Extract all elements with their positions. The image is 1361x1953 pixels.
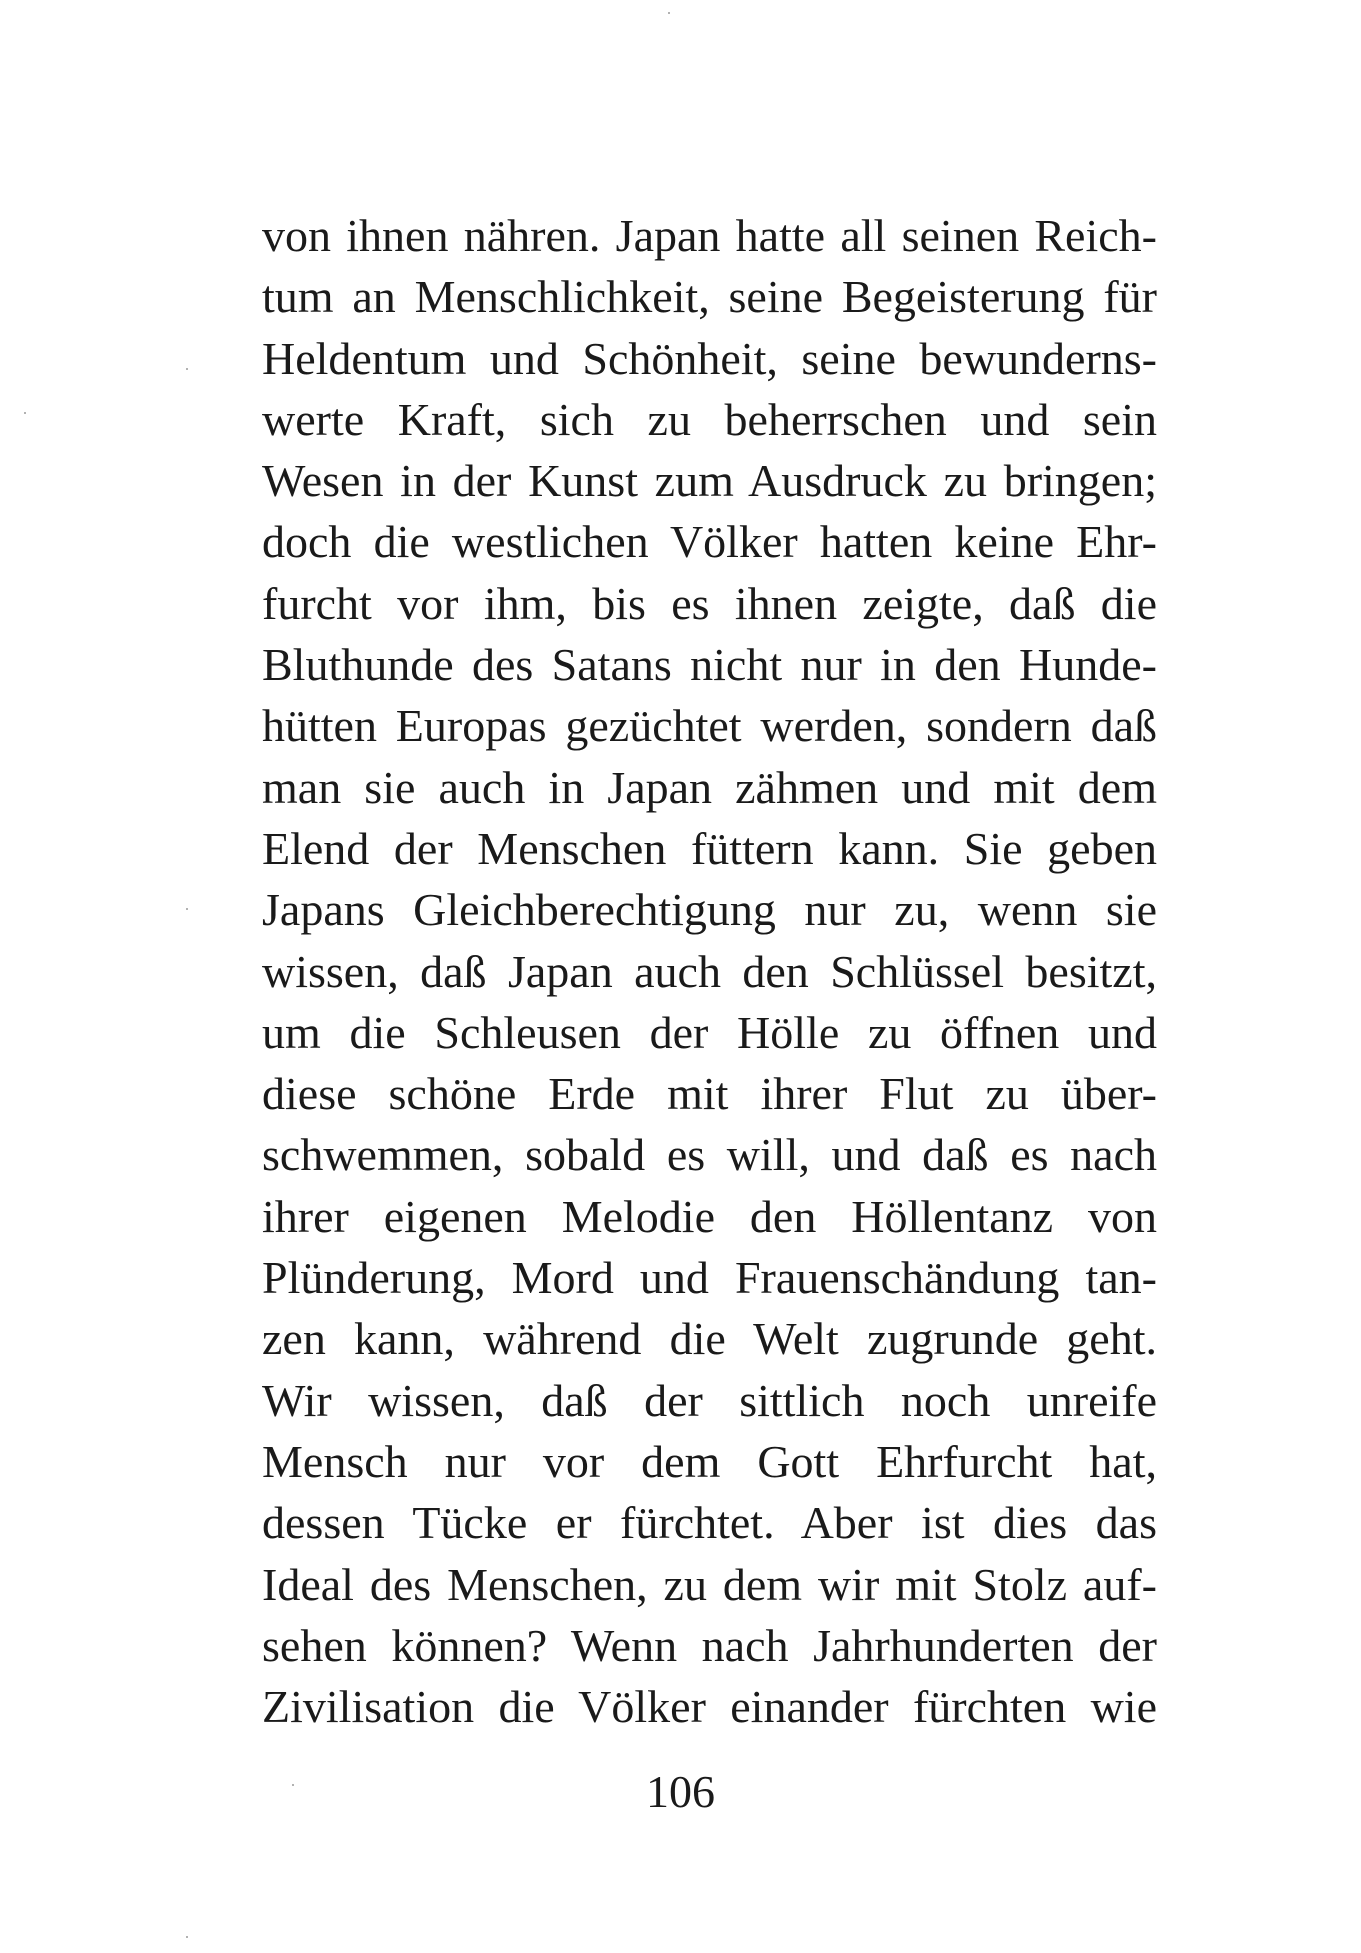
text-line: Mensch nur vor dem Gott Ehrfurcht hat, — [262, 1435, 1157, 1487]
scan-speck — [292, 1784, 294, 1786]
scan-speck — [186, 908, 188, 910]
text-line: wissen, daß Japan auch den Schlüssel besitzt, — [262, 945, 1157, 997]
text-line: zen kann, während die Welt zugrunde geht. — [262, 1313, 1157, 1365]
scan-speck — [186, 368, 188, 370]
text-line: Heldentum und Schönheit, seine bewunderns- — [262, 332, 1157, 384]
body-text — [262, 205, 1157, 1737]
page-number: 106 — [646, 1766, 715, 1817]
text-line: Elend der Menschen füttern kann. Sie geben — [262, 822, 1157, 874]
text-line: diese schöne Erde mit ihrer Flut zu über- — [262, 1068, 1157, 1120]
text-line: Zivilisation die Völker einander fürchten wie — [262, 1681, 1157, 1733]
text-line: von ihnen nähren. Japan hatte all seinen Reich- — [262, 210, 1157, 261]
text-line: schwemmen, sobald es will, und daß es nach — [262, 1129, 1157, 1181]
text-line: Wesen in der Kunst zum Ausdruck zu bringen; — [262, 455, 1157, 507]
text-line: doch die westlichen Völker hatten keine Ehr- — [262, 516, 1157, 568]
text-line: tum an Menschlichkeit, seine Begeisterung für — [262, 271, 1157, 323]
text-line: Japans Gleichberechtigung nur zu, wenn sie — [262, 884, 1157, 936]
text-line: Plünderung, Mord und Frauenschändung tan- — [262, 1252, 1157, 1304]
text-line: dessen Tücke er fürchtet. Aber ist dies das — [262, 1497, 1157, 1549]
text-line: ihrer eigenen Melodie den Höllentanz von — [262, 1190, 1157, 1242]
scan-speck — [186, 1936, 188, 1938]
text-line: um die Schleusen der Hölle zu öffnen und — [262, 1006, 1157, 1058]
text-line: Wir wissen, daß der sittlich noch unreife — [262, 1374, 1157, 1426]
scan-speck — [24, 412, 26, 414]
text-line: hütten Europas gezüchtet werden, sondern daß — [262, 700, 1157, 752]
text-line: man sie auch in Japan zähmen und mit dem — [262, 761, 1157, 813]
text-line: werte Kraft, sich zu beherrschen und sein — [262, 393, 1157, 445]
text-line: sehen können? Wenn nach Jahrhunderten der — [262, 1619, 1157, 1671]
scan-speck — [668, 12, 670, 14]
text-line: furcht vor ihm, bis es ihnen zeigte, daß die — [262, 577, 1157, 629]
text-line: Bluthunde des Satans nicht nur in den Hunde- — [262, 639, 1157, 691]
text-line: Ideal des Menschen, zu dem wir mit Stolz auf- — [262, 1558, 1157, 1610]
